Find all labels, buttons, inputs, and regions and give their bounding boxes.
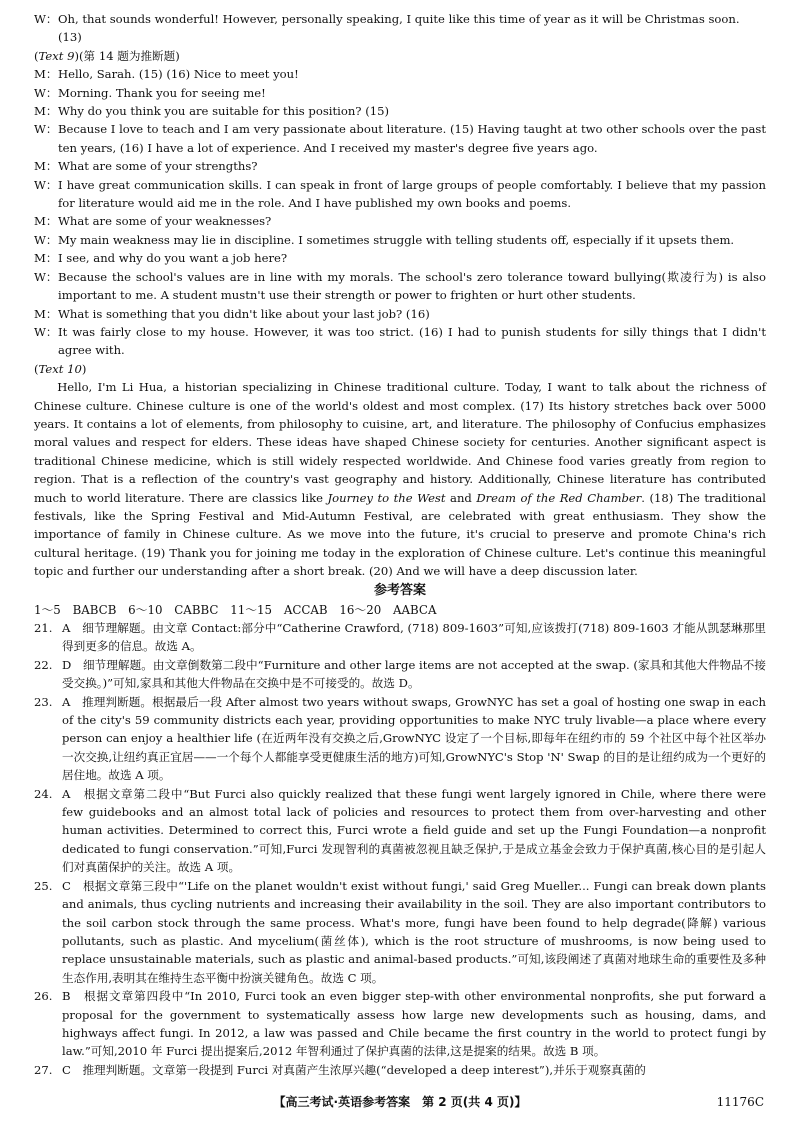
text9-header: (Text 9)(第 14 题为推断题) xyxy=(34,48,180,63)
explanation-item xyxy=(34,785,766,877)
text9-label: Text 9 xyxy=(38,48,75,63)
utterance: Why do you think you are suitable for this position? (15) xyxy=(58,104,389,119)
utterance: Hello, Sarah. (15) (16) Nice to meet you! xyxy=(58,67,299,82)
utterance: Oh, that sounds wonderful! However, personally speaking, I quite like this time of year as it will be Christmas soon. xyxy=(58,12,740,26)
utterance: What are some of your strengths? xyxy=(58,159,258,174)
speaker-label: W： xyxy=(34,177,58,192)
dialog-line xyxy=(34,212,766,230)
dialog-line xyxy=(34,305,766,323)
dialog-line xyxy=(34,120,766,157)
explanation-item xyxy=(34,987,766,1061)
text10-part1: Hello, I'm Li Hua, a historian specializing in Chinese traditional culture. Today, I want to talk about the richness of Chinese culture. Chinese culture is one of the world's oldest and most complex. (17) Its history stretches back over 5000 years. It contains a lot of elements, from philosophy to cuisine, art, and literature. The philosophy of Confucius emphasizes moral values and respect for elders. These ideas have shaped Chinese society for centuries. Another significant aspect is traditional Chinese medicine, which is still widely respected worldwide. And Chinese food varies greatly from region to region. That is a reflection of the country's vast geography and history. Additionally, Chinese literature has contributed much to world literature. There are classics like xyxy=(34,380,766,505)
text10-passage xyxy=(34,378,766,580)
speaker-label: M： xyxy=(34,104,58,119)
text10-header: (Text 10) xyxy=(34,361,87,376)
dialog-line xyxy=(34,231,766,249)
explanations-list xyxy=(34,619,766,1079)
explanation-item xyxy=(34,877,766,987)
speaker-label: W： xyxy=(34,324,58,339)
dialog-line xyxy=(34,268,766,305)
explanation-item xyxy=(34,619,766,656)
speaker-label: W： xyxy=(34,12,58,26)
utterance: I have great communication skills. I can speak in front of large groups of people comfortably. I believe that my passion for literature would aid me in the role. And I have published my own books and poems. xyxy=(58,177,766,211)
explanation-text: A 推理判断题。根据最后一段 After almost two years without swaps, GrowNYC has set a goal of hosting one swap in each of the city's 59 community districts each year, providing opportunities to make NYC truly livable—a place where every person can enjoy a healthier life (在近两年没有交换之后,GrowNYC 设定了一个目标,即每年在纽约市的 59 个社区中每个社区举办一次交换,让纽约真正宜居——一个每个人都能享受更健康生活的地方)可知,GrowNYC's Stop 'N' Swap 的目的是让纽约成为一个更好的居住地。故选 A 项。 xyxy=(62,694,766,783)
footer-title: 【高三考试·英语参考答案 第 2 页(共 4 页)】 xyxy=(273,1095,527,1109)
utterance: My main weakness may lie in discipline. I sometimes struggle with telling students off, especially if it upsets them. xyxy=(58,232,735,247)
explanation-item xyxy=(34,656,766,693)
text10-and: and xyxy=(445,490,477,505)
utterance: Because I love to teach and I am very passionate about literature. (15) Having taught at two other schools over the past ten years, (16) I have a lot of experience. And I received my master's degree five years ago. xyxy=(58,122,766,155)
dialog-line xyxy=(34,65,766,83)
speaker-label: W： xyxy=(34,85,58,100)
question-number: 25. xyxy=(34,878,53,893)
utterance-continuation: (13) xyxy=(58,30,82,45)
explanation-item xyxy=(34,1061,766,1079)
utterance: I see, and why do you want a job here? xyxy=(58,251,288,266)
explanation-item xyxy=(34,693,766,785)
speaker-label: M： xyxy=(34,251,58,266)
dialog-line xyxy=(34,176,766,213)
answer-keys: 1～5 BABCB 6～10 CABBC 11～15 ACCAB 16～20 AABCA xyxy=(34,602,437,617)
speaker-label: W： xyxy=(34,232,58,247)
dialog-line xyxy=(34,102,766,120)
text9-dialog xyxy=(34,65,766,360)
explanation-text: C 推理判断题。文章第一段提到 Furci 对真菌产生浓厚兴趣(“developed a deep interest”),并乐于观察真菌的 xyxy=(62,1062,646,1077)
speaker-label: W： xyxy=(34,122,58,137)
question-number: 27. xyxy=(34,1062,53,1077)
question-number: 22. xyxy=(34,657,53,672)
utterance: It was fairly close to my house. However, it was too strict. (16) I had to punish students for silly things that I didn't agree with. xyxy=(58,324,766,358)
text9-note: (第 14 题为推断题) xyxy=(79,48,180,63)
speaker-label: M： xyxy=(34,159,58,174)
speaker-label: W： xyxy=(34,269,58,284)
utterance: What is something that you didn't like about your last job? (16) xyxy=(58,306,430,321)
text10-part2: . (18) The traditional festivals, like the Spring Festival and Mid-Autumn Festival, are celebrated with great enthusiasm. They show the importance of family in Chinese culture. As we move into the future, it's crucial to preserve and promote China's rich cultural heritage. (19) Thank you for joining me today in the exploration of Chinese culture. Let's continue this meaningful topic and further our understanding after a short break. (20) And we will have a deep discussion later. xyxy=(34,490,766,579)
dialog-line xyxy=(34,10,766,28)
dialog-line xyxy=(34,323,766,360)
answers-title: 参考答案 xyxy=(373,582,426,598)
question-number: 24. xyxy=(34,786,53,801)
dialog-line xyxy=(34,157,766,175)
speaker-label: M： xyxy=(34,214,58,229)
explanation-text: C 根据文章第三段中“'Life on the planet wouldn't exist without fungi,' said Greg Mueller... Fungi can break down plants and animals, thus cycling nutrients and increasing their availability in the soil. They are also important contributors to the soil carbon stock through the same process. What's more, fungi have been found to help degrade(降解) various pollutants, such as plastic. And mycelium(菌丝体), which is the root structure of mushrooms, is now being used to replace unsustainable materials, such as plastic and animal-based products.”可知,该段阐述了真菌对地球生命的重要性及多种生态作用,表明其在维持生态平衡中扮演关键角色。故选 C 项。 xyxy=(62,878,766,985)
explanation-text: B 根据文章第四段中“In 2010, Furci took an even bigger step-with other environmental nonprofits, she put forward a proposal for the government to systematically assess how large new developments such as housing, dams, and highways affect fungi. In 2012, a law was passed and Chile became the first country in the world to protect fungi by law.”可知,2010 年 Furci 提出提案后,2012 年智利通过了保护真菌的法律,这是提案的结果。故选 B 项。 xyxy=(62,989,766,1059)
utterance: Because the school's values are in line with my morals. The school's zero tolerance toward bullying(欺凌行为) is also important to me. A student mustn't use their strength or power to frighten or hurt other students. xyxy=(58,269,766,303)
speaker-label: M： xyxy=(34,67,58,82)
book-title-2: Dream of the Red Chamber xyxy=(476,490,642,505)
question-number: 21. xyxy=(34,621,53,635)
utterance: Morning. Thank you for seeing me! xyxy=(58,85,266,100)
dialog-line xyxy=(34,84,766,102)
footer-code: 11176C xyxy=(716,1095,764,1109)
text10-label: Text 10 xyxy=(38,361,82,376)
utterance: What are some of your weaknesses? xyxy=(58,214,272,229)
speaker-label: M： xyxy=(34,306,58,321)
explanation-text: D 细节理解题。由文章倒数第二段中“Furniture and other large items are not accepted at the swap. (家具和其他大件物品不接受交换。)”可知,家具和其他大件物品在交换中是不可接受的。故选 D。 xyxy=(62,657,766,691)
book-title-1: Journey to the West xyxy=(327,490,446,505)
question-number: 23. xyxy=(34,694,53,709)
dialog-line xyxy=(34,249,766,267)
explanation-text: A 根据文章第二段中“But Furci also quickly realized that these fungi went largely ignored in Chile, where there were few guidebooks and an almost total lack of policies and resources to protect them from over-harvesting and other human activities. Determined to correct this, Furci wrote a field guide and set up the Fungi Foundation—a nonprofit dedicated to fungi conservation.”可知,Furci 发现智利的真菌被忽视且缺乏保护,于是成立基金会致力于保护真菌,核心目的是引起人们对真菌保护的关注。故选 A 项。 xyxy=(62,786,766,875)
explanation-text: A 细节理解题。由文章 Contact:部分中“Catherine Crawford, (718) 809-1603”可知,应该拨打(718) 809-1603 才能从凯瑟琳那里得到更多的信息。故选 A。 xyxy=(62,621,766,654)
question-number: 26. xyxy=(34,989,53,1004)
